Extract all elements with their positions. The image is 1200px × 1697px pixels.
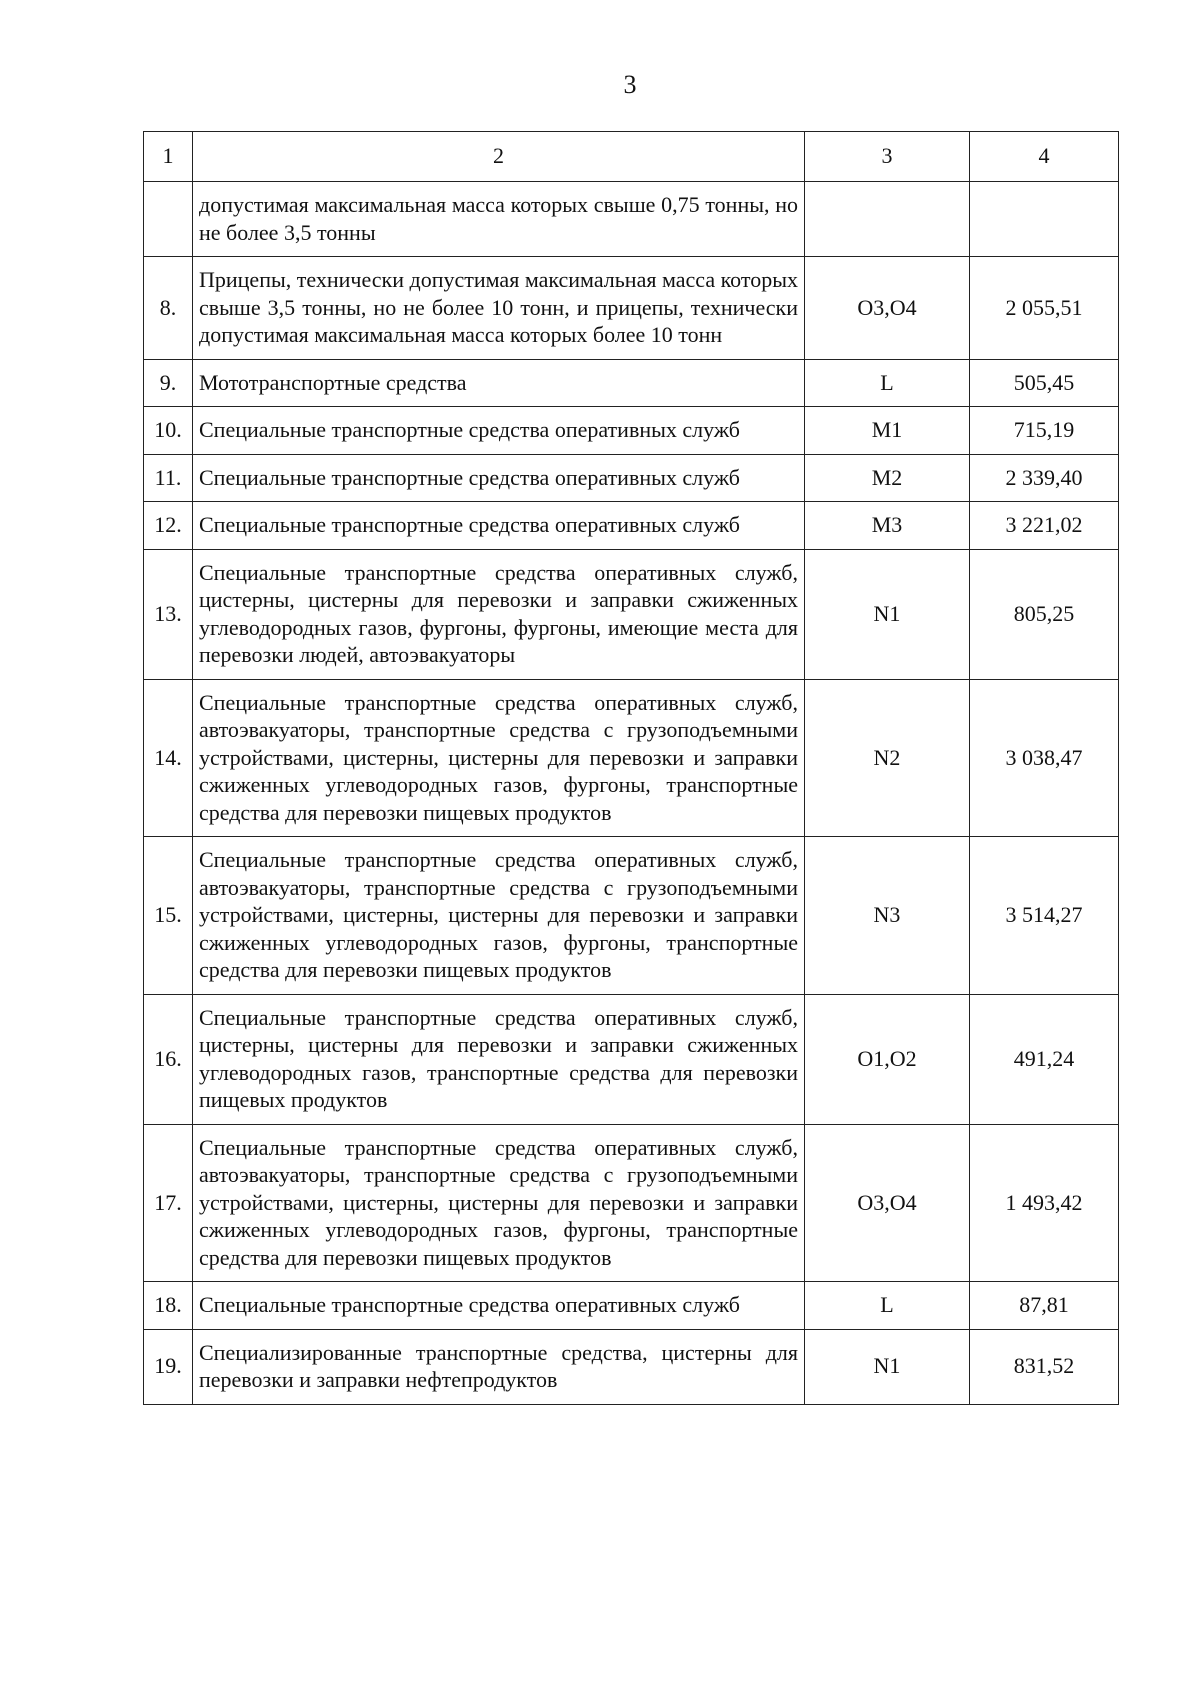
row-category: O1,O2 [805, 994, 970, 1124]
row-description: Специальные транспортные средства оперативных служб [193, 1282, 805, 1330]
table-row [144, 549, 1119, 679]
page-number: 3 [623, 70, 637, 99]
table-row [144, 994, 1119, 1124]
row-category: M1 [805, 407, 970, 455]
row-number: 13. [144, 549, 193, 679]
row-category: N3 [805, 837, 970, 995]
row-description: Специальные транспортные средства оперативных служб, автоэвакуаторы, транспортные средства с грузоподъемными устройствами, цистерны, цистерны для перевозки и заправки сжиженных углеводородных газов, фургоны, транспортные средства для перевозки пищевых продуктов [193, 1124, 805, 1282]
row-value: 2 055,51 [970, 257, 1119, 360]
row-description: Специальные транспортные средства оперативных служб, цистерны, цистерны для перевозки и заправки сжиженных углеводородных газов, фургоны, фургоны, имеющие места для перевозки людей, автоэвакуаторы [193, 549, 805, 679]
row-value: 505,45 [970, 359, 1119, 407]
row-value: 1 493,42 [970, 1124, 1119, 1282]
table-row [144, 1282, 1119, 1330]
table-row [144, 837, 1119, 995]
tariff-table [143, 131, 1119, 1405]
row-value: 491,24 [970, 994, 1119, 1124]
row-number: 16. [144, 994, 193, 1124]
table-row [144, 679, 1119, 837]
row-category: N1 [805, 549, 970, 679]
table-row [144, 407, 1119, 455]
row-description: Специальные транспортные средства оперативных служб, цистерны, цистерны для перевозки и заправки сжиженных углеводородных газов, транспортные средства для перевозки пищевых продуктов [193, 994, 805, 1124]
row-value: 2 339,40 [970, 454, 1119, 502]
row-description: Специальные транспортные средства оперативных служб, автоэвакуаторы, транспортные средства с грузоподъемными устройствами, цистерны, цистерны для перевозки и заправки сжиженных углеводородных газов, фургоны, транспортные средства для перевозки пищевых продуктов [193, 679, 805, 837]
row-number: 10. [144, 407, 193, 455]
row-value: 3 221,02 [970, 502, 1119, 550]
table-row [144, 257, 1119, 360]
row-number: 8. [144, 257, 193, 360]
table-row [144, 1124, 1119, 1282]
row-number: 9. [144, 359, 193, 407]
column-header: 1 [144, 132, 193, 182]
column-header: 4 [970, 132, 1119, 182]
row-value: 3 038,47 [970, 679, 1119, 837]
row-description: Специальные транспортные средства оперативных служб [193, 502, 805, 550]
row-value: 3 514,27 [970, 837, 1119, 995]
row-value: 715,19 [970, 407, 1119, 455]
row-description: Прицепы, технически допустимая максимальная масса которых свыше 3,5 тонны, но не более 10 тонн, и прицепы, технически допустимая максимальная масса которых более 10 тонн [193, 257, 805, 360]
row-value: 87,81 [970, 1282, 1119, 1330]
row-category: L [805, 1282, 970, 1330]
column-header: 2 [193, 132, 805, 182]
row-number: 17. [144, 1124, 193, 1282]
table-row [144, 1329, 1119, 1404]
row-number: 12. [144, 502, 193, 550]
column-header: 3 [805, 132, 970, 182]
row-number: 18. [144, 1282, 193, 1330]
row-category: L [805, 359, 970, 407]
row-value: 831,52 [970, 1329, 1119, 1404]
table-row [144, 454, 1119, 502]
row-value: 805,25 [970, 549, 1119, 679]
row-value [970, 182, 1119, 257]
row-description: Специальные транспортные средства оперативных служб, автоэвакуаторы, транспортные средства с грузоподъемными устройствами, цистерны, цистерны для перевозки и заправки сжиженных углеводородных газов, фургоны, транспортные средства для перевозки пищевых продуктов [193, 837, 805, 995]
table-row [144, 359, 1119, 407]
row-number [144, 182, 193, 257]
row-description: Специальные транспортные средства оперативных служб [193, 454, 805, 502]
row-description: Специальные транспортные средства оперативных служб [193, 407, 805, 455]
table-header-row [144, 132, 1119, 182]
row-number: 11. [144, 454, 193, 502]
row-category: M3 [805, 502, 970, 550]
table-row [144, 182, 1119, 257]
row-description: допустимая максимальная масса которых свыше 0,75 тонны, но не более 3,5 тонны [193, 182, 805, 257]
row-category: N1 [805, 1329, 970, 1404]
row-category: N2 [805, 679, 970, 837]
row-category [805, 182, 970, 257]
row-number: 14. [144, 679, 193, 837]
row-category: M2 [805, 454, 970, 502]
row-description: Мототранспортные средства [193, 359, 805, 407]
row-number: 15. [144, 837, 193, 995]
row-category: O3,O4 [805, 257, 970, 360]
table-row [144, 502, 1119, 550]
row-number: 19. [144, 1329, 193, 1404]
row-description: Специализированные транспортные средства, цистерны для перевозки и заправки нефтепродуктов [193, 1329, 805, 1404]
row-category: O3,O4 [805, 1124, 970, 1282]
